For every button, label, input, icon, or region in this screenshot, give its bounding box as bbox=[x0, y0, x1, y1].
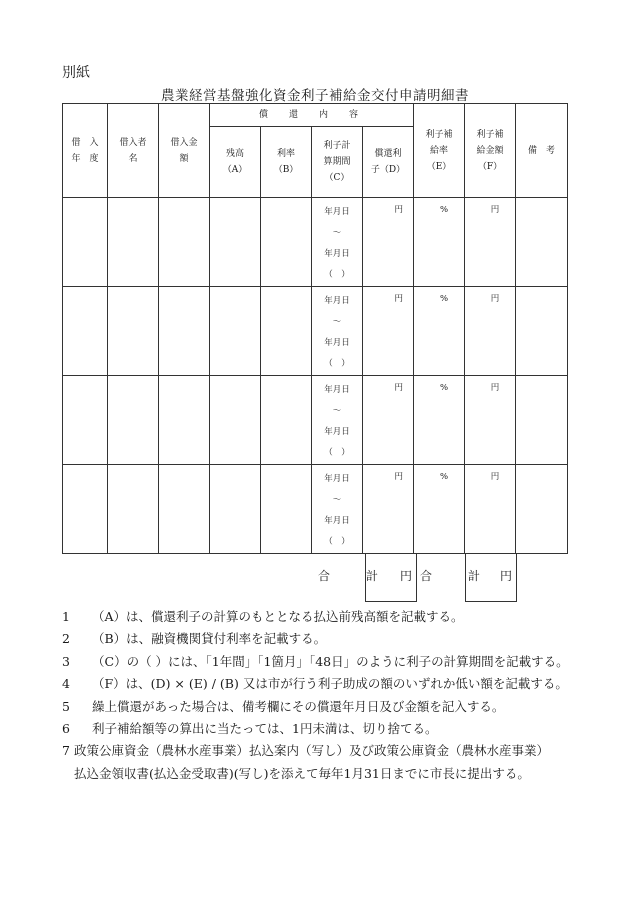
cell-rate[interactable] bbox=[261, 376, 312, 465]
percent-unit: % bbox=[439, 472, 449, 482]
note-item: 1 （A）は、償還利子の計算のもととなる払込前残高額を記載する。 bbox=[62, 609, 464, 624]
cell-loan-year[interactable] bbox=[63, 376, 108, 465]
cell-period[interactable] bbox=[312, 376, 363, 465]
cell-subsidy-rate[interactable] bbox=[414, 376, 465, 465]
cell-subsidy-amount[interactable] bbox=[465, 198, 516, 287]
period-end: 年月日 bbox=[324, 338, 350, 348]
percent-unit: % bbox=[439, 294, 449, 304]
header-borrower: 借入者 名 bbox=[108, 104, 159, 198]
note-item-continuation: 払込金領収書(払込金受取書)(写し)を添えて毎年1月31日までに市長に提出する。 bbox=[74, 765, 530, 781]
cell-rate[interactable] bbox=[261, 465, 312, 554]
note-item: 6 利子補給額等の算出に当たっては、1円未満は、切り捨てる。 bbox=[62, 721, 438, 737]
period-tilde: ～ bbox=[332, 317, 342, 327]
period-paren: （ ） bbox=[324, 537, 350, 547]
cell-remarks[interactable] bbox=[516, 287, 568, 376]
header-repayment-details: 償 還 内 容 bbox=[210, 104, 414, 127]
header-interest-rate: 利率 （B） bbox=[261, 127, 312, 198]
cell-loan-year[interactable] bbox=[63, 465, 108, 554]
cell-borrower[interactable] bbox=[108, 198, 159, 287]
cell-loan-amount[interactable] bbox=[159, 198, 210, 287]
note-item: 7 政策公庫資金（農林水産事業）払込案内（写し）及び政策公庫資金（農林水産事業） bbox=[62, 743, 550, 759]
header-subsidy-rate: 利子補 給率 （E） bbox=[414, 104, 465, 198]
cell-loan-amount[interactable] bbox=[159, 376, 210, 465]
total-subsidy-box[interactable] bbox=[465, 553, 517, 602]
attachment-label: 別紙 bbox=[62, 65, 90, 81]
cell-rate[interactable] bbox=[261, 198, 312, 287]
period-paren: （ ） bbox=[324, 448, 350, 458]
percent-unit: % bbox=[439, 205, 449, 215]
header-loan-year: 借 入 年 度 bbox=[63, 104, 108, 198]
cell-period[interactable] bbox=[312, 465, 363, 554]
period-start: 年月日 bbox=[324, 474, 350, 484]
table-row bbox=[63, 198, 568, 287]
yen-unit: 円 bbox=[490, 383, 500, 393]
table-row bbox=[63, 287, 568, 376]
yen-unit: 円 bbox=[490, 472, 500, 482]
cell-subsidy-rate[interactable] bbox=[414, 287, 465, 376]
cell-subsidy-rate[interactable] bbox=[414, 465, 465, 554]
period-start: 年月日 bbox=[324, 207, 350, 217]
cell-repay-interest[interactable] bbox=[363, 198, 414, 287]
cell-subsidy-rate[interactable] bbox=[414, 198, 465, 287]
cell-remarks[interactable] bbox=[516, 465, 568, 554]
yen-unit: 円 bbox=[490, 205, 500, 215]
note-item: 3 （C）の（ ）には、「1年間」「1箇月」「48日」のように利子の計算期間を記載する。 bbox=[62, 653, 569, 669]
cell-repay-interest[interactable] bbox=[363, 376, 414, 465]
total-label-subsidy: 合 計 bbox=[420, 569, 493, 583]
total-label-interest: 合 計 bbox=[318, 569, 391, 583]
cell-repay-interest[interactable] bbox=[363, 465, 414, 554]
total-yen-unit: 円 bbox=[499, 569, 512, 583]
header-subsidy-amount: 利子補 給金額 （F） bbox=[465, 104, 516, 198]
cell-borrower[interactable] bbox=[108, 287, 159, 376]
cell-remarks[interactable] bbox=[516, 376, 568, 465]
note-item: 5 繰上償還があった場合は、備考欄にその償還年月日及び金額を記入する。 bbox=[62, 698, 505, 714]
cell-subsidy-amount[interactable] bbox=[465, 287, 516, 376]
cell-rate[interactable] bbox=[261, 287, 312, 376]
cell-remarks[interactable] bbox=[516, 198, 568, 287]
period-tilde: ～ bbox=[332, 406, 342, 416]
header-repay-interest: 償還利 子（D） bbox=[363, 127, 414, 198]
period-tilde: ～ bbox=[332, 495, 342, 505]
cell-balance[interactable] bbox=[210, 376, 261, 465]
yen-unit: 円 bbox=[490, 294, 500, 304]
period-paren: （ ） bbox=[324, 270, 350, 280]
total-yen-unit: 円 bbox=[399, 569, 412, 583]
cell-repay-interest[interactable] bbox=[363, 287, 414, 376]
header-balance: 残高 （A） bbox=[210, 127, 261, 198]
yen-unit: 円 bbox=[394, 472, 404, 482]
header-remarks: 備 考 bbox=[516, 104, 568, 198]
notes-list bbox=[62, 606, 572, 785]
period-start: 年月日 bbox=[324, 385, 350, 395]
cell-borrower[interactable] bbox=[108, 465, 159, 554]
yen-unit: 円 bbox=[394, 383, 404, 393]
cell-loan-amount[interactable] bbox=[159, 465, 210, 554]
yen-unit: 円 bbox=[394, 294, 404, 304]
note-item: 2 （B）は、融資機関貸付利率を記載する。 bbox=[62, 631, 327, 647]
cell-loan-year[interactable] bbox=[63, 287, 108, 376]
period-end: 年月日 bbox=[324, 427, 350, 437]
period-tilde: ～ bbox=[332, 228, 342, 238]
cell-period[interactable] bbox=[312, 198, 363, 287]
percent-unit: % bbox=[439, 383, 449, 393]
cell-period[interactable] bbox=[312, 287, 363, 376]
period-end: 年月日 bbox=[324, 249, 350, 259]
period-start: 年月日 bbox=[324, 296, 350, 306]
note-item: 4 （F）は、(D) × (E) / (B) 又は市が行う利子助成の額のいずれか低い額を記載する。 bbox=[62, 676, 568, 692]
cell-borrower[interactable] bbox=[108, 376, 159, 465]
table-row bbox=[63, 465, 568, 554]
cell-balance[interactable] bbox=[210, 198, 261, 287]
totals-row bbox=[0, 553, 630, 601]
cell-balance[interactable] bbox=[210, 287, 261, 376]
cell-loan-year[interactable] bbox=[63, 198, 108, 287]
period-paren: （ ） bbox=[324, 359, 350, 369]
cell-subsidy-amount[interactable] bbox=[465, 465, 516, 554]
table-row bbox=[63, 376, 568, 465]
cell-balance[interactable] bbox=[210, 465, 261, 554]
period-end: 年月日 bbox=[324, 516, 350, 526]
statement-table bbox=[62, 103, 568, 554]
total-interest-box[interactable] bbox=[365, 553, 417, 602]
cell-loan-amount[interactable] bbox=[159, 287, 210, 376]
header-calc-period: 利子計 算期間 （C） bbox=[312, 127, 363, 198]
header-loan-amount: 借入金 額 bbox=[159, 104, 210, 198]
document-title: 農業経営基盤強化資金利子補給金交付申請明細書 bbox=[161, 88, 469, 104]
cell-subsidy-amount[interactable] bbox=[465, 376, 516, 465]
yen-unit: 円 bbox=[394, 205, 404, 215]
